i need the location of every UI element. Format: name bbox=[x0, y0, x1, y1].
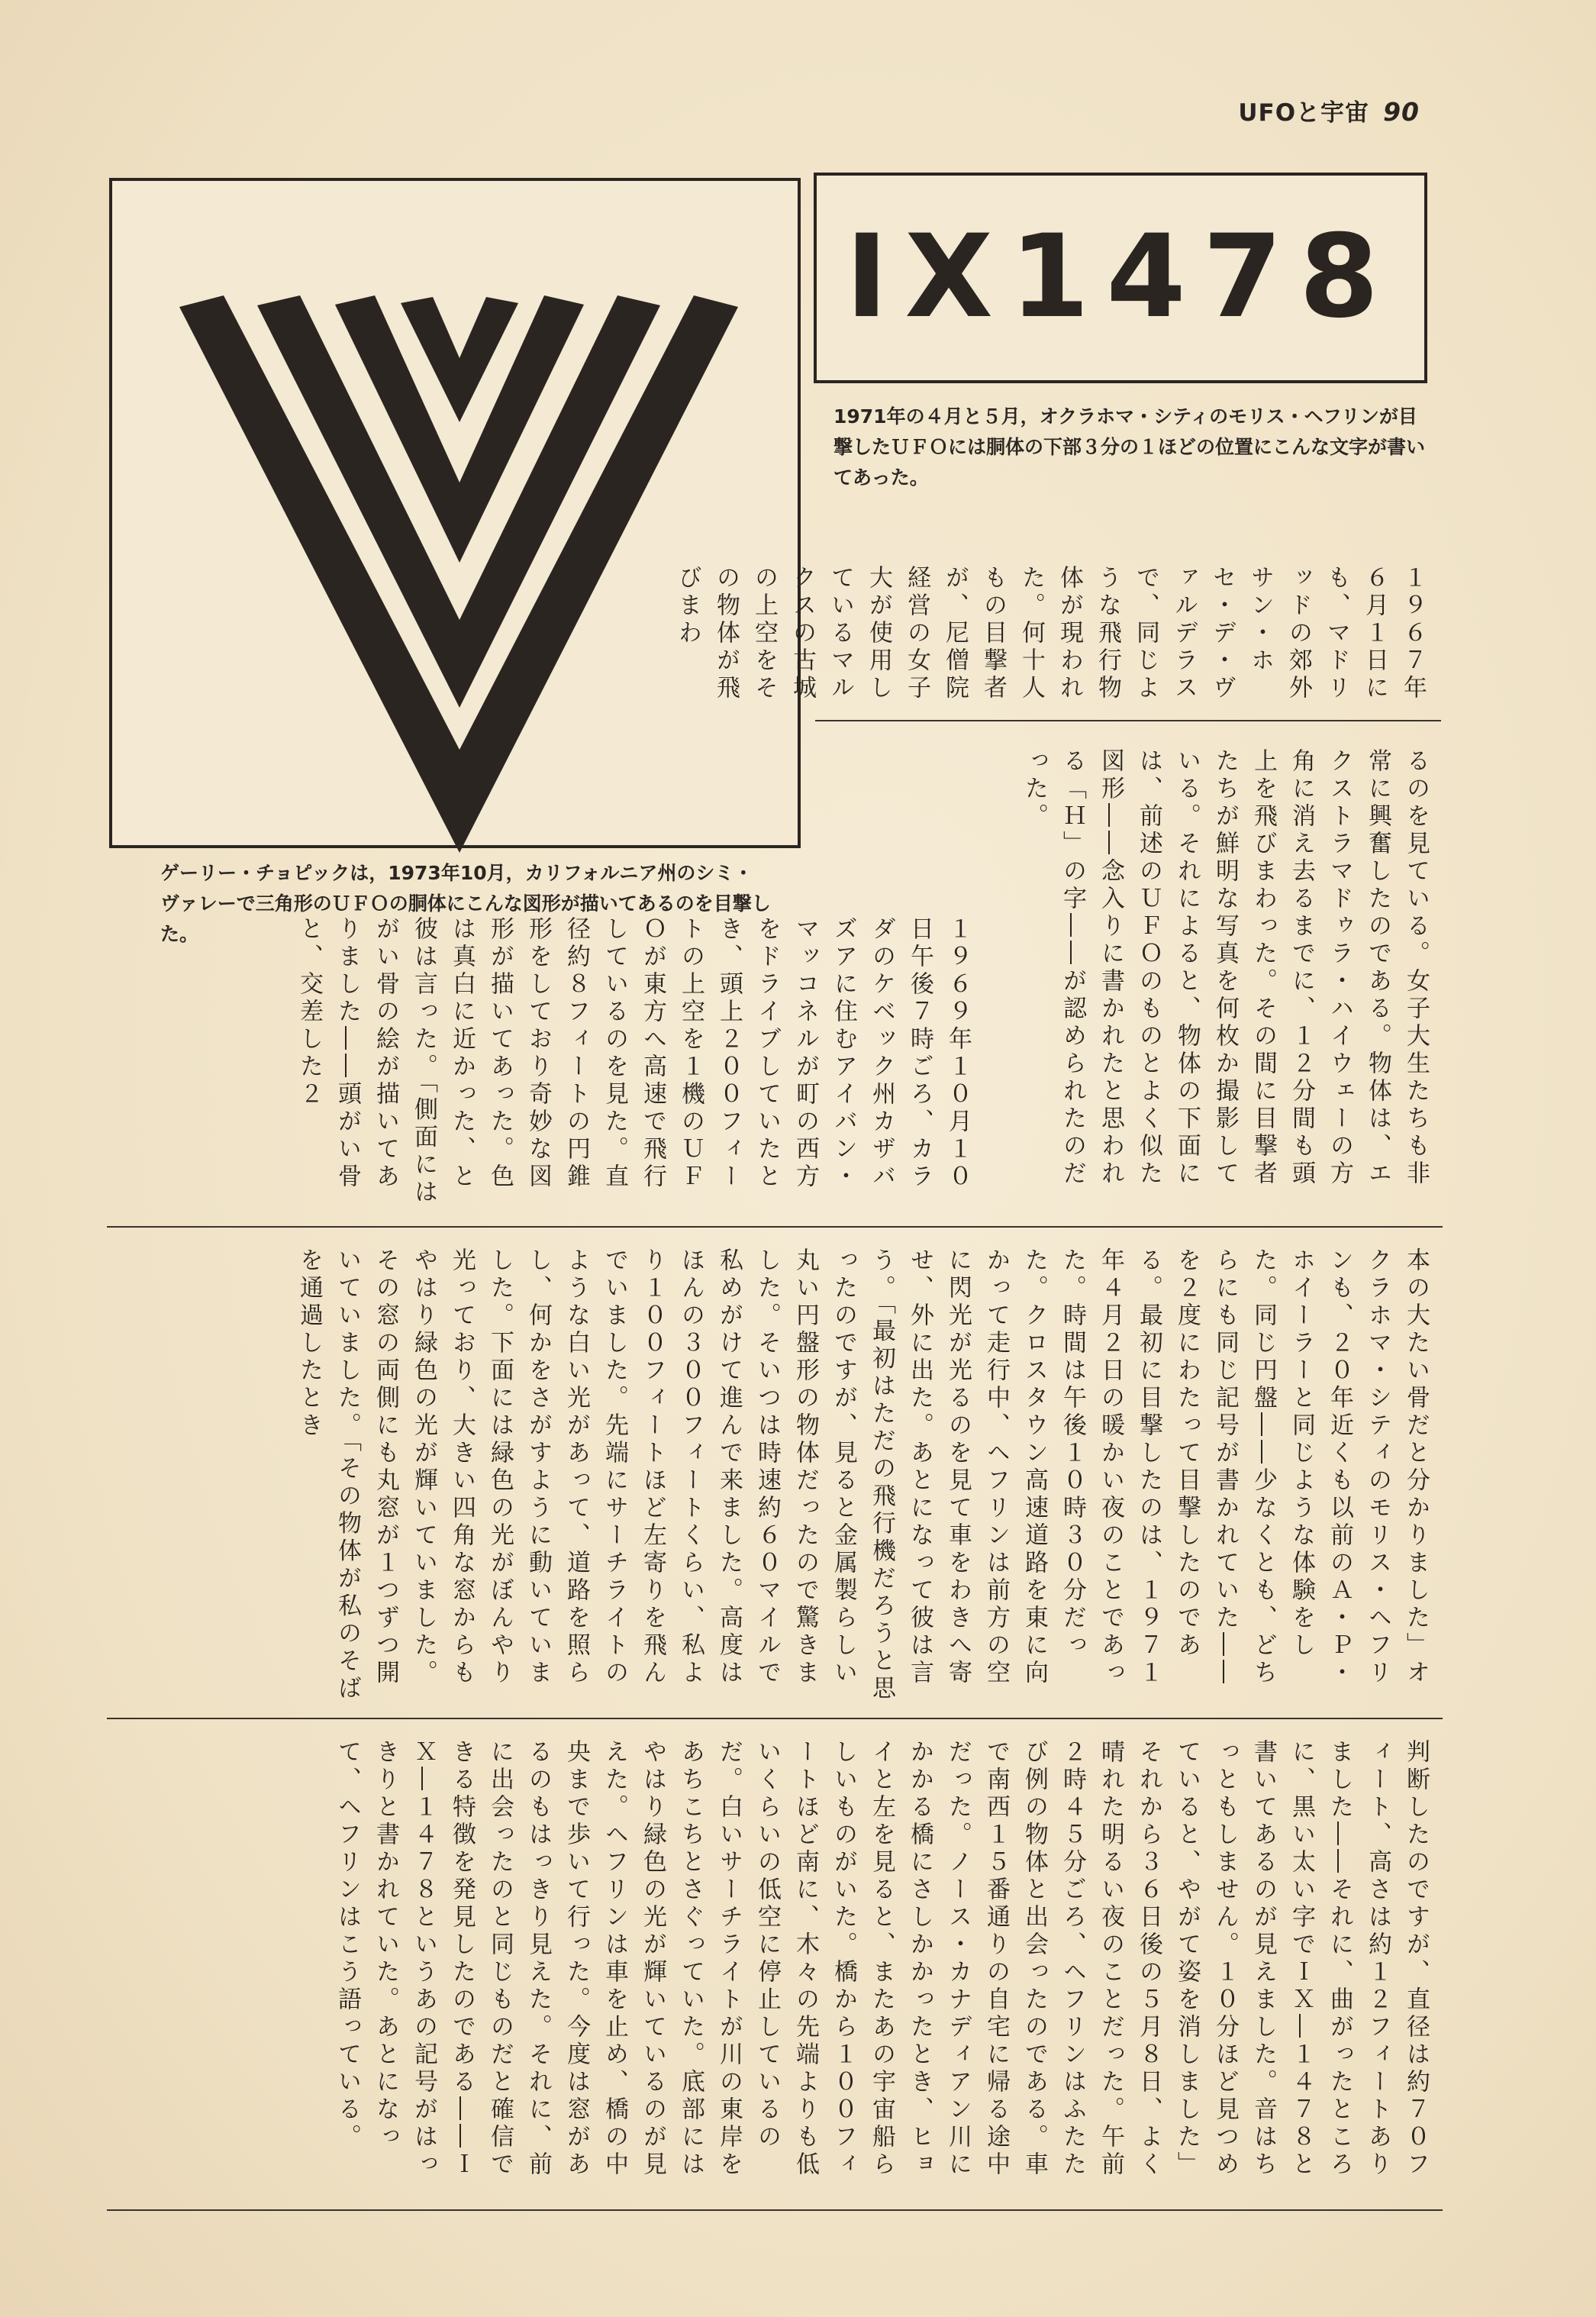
page-number: 90 bbox=[1383, 97, 1420, 127]
divider bbox=[107, 1226, 1443, 1228]
ix1478-code: IX1478 bbox=[845, 211, 1396, 344]
divider bbox=[107, 2209, 1443, 2211]
column-tier4: 判断したのですが、直径は約７０フィート、高さは約１２フィートありました――それに、曲がったところに、黒い太い字でＩＸ―１４７８と書いてあるのが見えました。音はちっともしません。１０分ほど見つめていると、やがて姿を消しました」それから３６日後の５月８日、よく晴れた明るい夜のことだった。午前２時４５分ごろ、ヘフリンはふたたび例の物体と出会ったのである。車で南西１５番通りの自宅に帰る途中だった。ノース・カナディアン川にかかる橋にさしかかったとき、ヒョイと左を見ると、またあの宇宙船らしいものがいた。橋から１００フィートほど南に、木々の先端よりも低いくらいの低空に停止しているのだ。白いサーチライトが川の東岸をあちこちとさぐっていた。底部にはやはり緑色の光が輝いているのが見えた。ヘフリンは車を止め、橋の中央まで歩いて行った。今度は窓があるのもはっきり見えた。それに、前に出会ったのと同じものだと確信できる特徴を発見したのである――ＩＸ―１４７８というあの記号がはっきりと書かれていた。あとになって、ヘフリンはこう語っている。 bbox=[334, 1739, 1430, 2179]
divider bbox=[815, 720, 1441, 721]
divider bbox=[107, 1718, 1443, 1719]
running-header bbox=[1221, 93, 1420, 127]
ix1478-title-box bbox=[814, 173, 1427, 383]
ix1478-caption: 1971年の４月と５月，オクラホマ・シティのモリス・ヘフリンが目撃したＵＦＯには胴体の下部３分の１ほどの位置にこんな文字が書いてあった。 bbox=[833, 405, 1426, 489]
nested-chevron-figure bbox=[112, 181, 798, 845]
triangle-figure bbox=[109, 178, 801, 848]
column-tier2-left: １９６９年１０月１０日午後７時ごろ、カラダのケベック州カザバズアに住むアイバン・マッコネルが町の西方をドライブしていたとき、頭上２００フィートの上空を１機のＵＦＯが東方へ高速で飛行しているのを見た。直径約８フィートの円錐形をしており奇妙な図形が描いてあった。色は真白に近かった、と彼は言った。「側面にはがい骨の絵が描いてありました――頭がい骨と、交差した２ bbox=[295, 916, 972, 1207]
triangle-caption: ゲーリー・チョピックは，1973年10月，カリフォルニア州のシミ・ヴァレーで三角形のＵＦＯの胴体にこんな図形が描いてあるのを目撃した。 bbox=[160, 862, 771, 945]
section-title: UFOと宇宙 bbox=[1238, 99, 1370, 127]
column-tier1-right: １９６７年６月１日にも、マドリッドの郊外サン・ホセ・デ・ヴァルデラスで、同じような飛行物体が現われた。何十人もの目撃者が、尼僧院経営の女子大が使用しているマルクスの古城の上空をその物体が飛びまわ bbox=[674, 565, 1427, 702]
column-tier3: 本の大たい骨だと分かりました」オクラホマ・シティのモリス・ヘフリンも、２０年近くも以前のＡ・Ｐ・ホイーラーと同じような体験をした。同じ円盤――少なくとも、どちらにも同じ記号が書かれていた――を２度にわたって目撃したのである。最初に目撃したのは、１９７１年４月２日の暖かい夜のことであった。時間は午後１０時３０分だった。クロスタウン高速道路を東に向かって走行中、ヘフリンは前方の空に閃光が光るのを見て車をわきへ寄せ、外に出た。あとになって彼は言う。「最初はただの飛行機だろうと思ったのですが、見ると金属製らしい丸い円盤形の物体だったので驚きました。そいつは時速約６０マイルで私めがけて進んで来ました。高度はほんの３００フィートくらい、私より１００フィートほど左寄りを飛んでいました。先端にサーチライトのような白い光があって、道路を照らし、何かをさがすように動いていました。下面には緑色の光がぼんやり光っており、大きい四角な窓からもやはり緑色の光が輝いていました。その窓の両側にも丸窓が１つずつ開いていました。「その物体が私のそばを通過したとき bbox=[295, 1247, 1430, 1703]
column-tier2-right: るのを見ている。女子大生たちも非常に興奮したのである。物体は、エクストラマドゥラ・ハイウェーの方角に消え去るまでに、１２分間も頭上を飛びまわった。その間に目撃者たちが鮮明な写真を何枚か撮影している。それによると、物体の下面には、前述のＵＦＯのものとよく似た図形――念入りに書かれたと思われる「Ｈ」の字――が認められたのだった。 bbox=[1020, 748, 1430, 1188]
